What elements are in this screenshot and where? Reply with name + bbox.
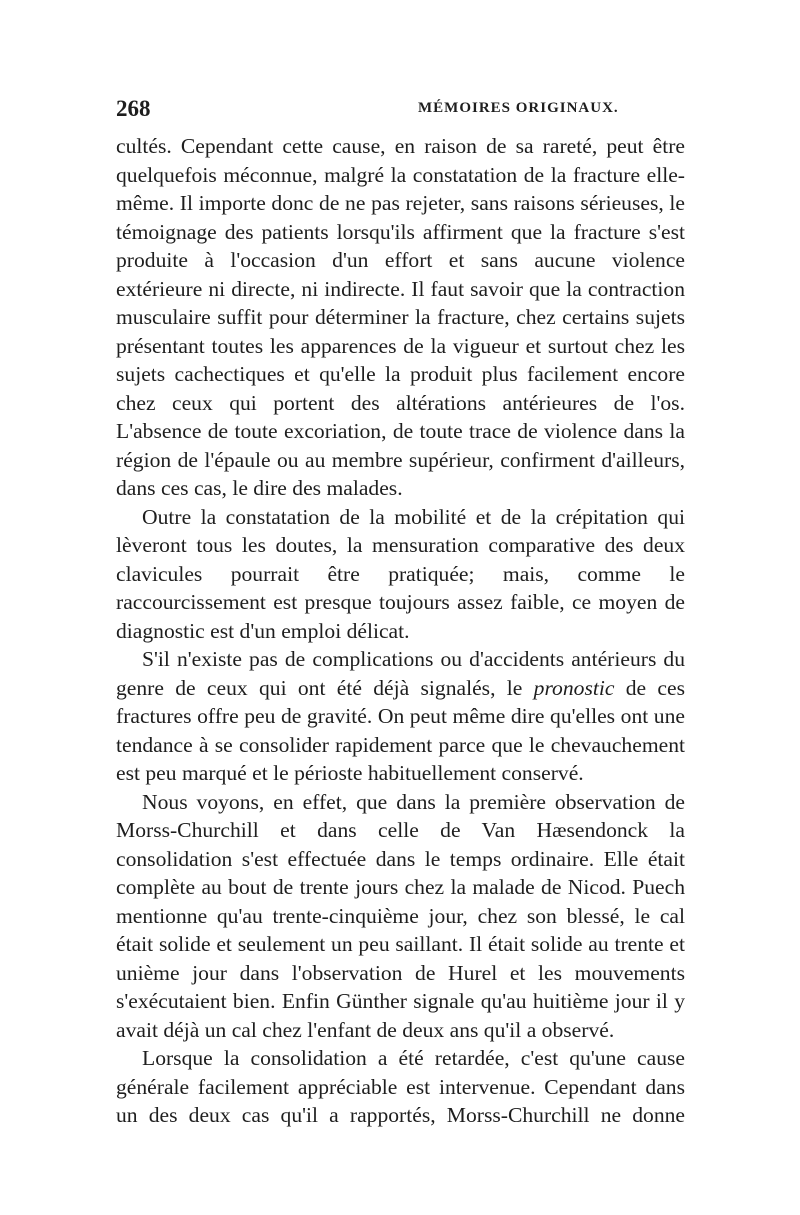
paragraph-3-after: de ces fractures offre peu de gravité. On peut même dire qu'elles ont une tendance à se consolider rapidement parce que le chevauchement est peu marqué et le périoste habituellement conservé. — [116, 675, 685, 785]
paragraph-4: Nous voyons, en effet, que dans la première observation de Morss-Churchill et dans celle de Van Hæsendonck la consolidation s'est effectuée dans le temps ordinaire. Elle était complète au bout de trente jours chez la malade de Nicod. Puech mentionne qu'au trente-cinquième jour, chez son blessé, le cal était solide et seulement un peu saillant. Il était solide au trente et unième jour dans l'observation de Hurel et les mouvements s'exécutaient bien. Enfin Günther signale qu'au huitième jour il y avait déjà un cal chez l'enfant de deux ans qu'il a observé. — [116, 789, 685, 1042]
body-text — [116, 132, 685, 1130]
paragraph-3-before: S'il n'existe pas de complications ou d'accidents antérieurs du genre de ceux qui ont été déjà signalés, le — [116, 647, 685, 700]
paragraph-5: Lorsque la consolidation a été retardée, c'est qu'une cause générale facilement appréciable est intervenue. Cependant dans un des deux cas qu'il a rapportés, Morss-Churchill ne donne — [116, 1046, 685, 1127]
paragraph-1: cultés. Cependant cette cause, en raison de sa rareté, peut être quelquefois méconnue, malgré la constatation de la fracture elle-même. Il importe donc de ne pas rejeter, sans raisons sérieuses, le témoignage des patients lorsqu'ils affirment que la fracture s'est produite à l'occasion d'un effort et sans aucune violence extérieure ni directe, ni indirecte. Il faut savoir que la contraction musculaire suffit pour déterminer la fracture, chez certains sujets présentant toutes les apparences de la vigueur et surtout chez les sujets cachectiques et qu'elle la produit plus facilement encore chez ceux qui portent des altérations antérieures de l'os. L'absence de toute excoriation, de toute trace de violence dans la région de l'épaule ou au membre supérieur, confirment d'ailleurs, dans ces cas, le dire des malades. — [116, 134, 685, 500]
paragraph-3 — [116, 645, 685, 788]
pronostic-term: pronostic — [533, 675, 615, 700]
page-header — [116, 96, 686, 126]
page-number: 268 — [116, 96, 151, 121]
paragraph-2: Outre la constatation de la mobilité et de la crépitation qui lèveront tous les doutes, la mensuration comparative des deux clavicules pourrait être pratiquée; mais, comme le raccourcissement est presque toujours assez faible, ce moyen de diagnostic est d'un emploi délicat. — [116, 504, 685, 643]
running-title: MÉMOIRES ORIGINAUX. — [418, 100, 619, 116]
